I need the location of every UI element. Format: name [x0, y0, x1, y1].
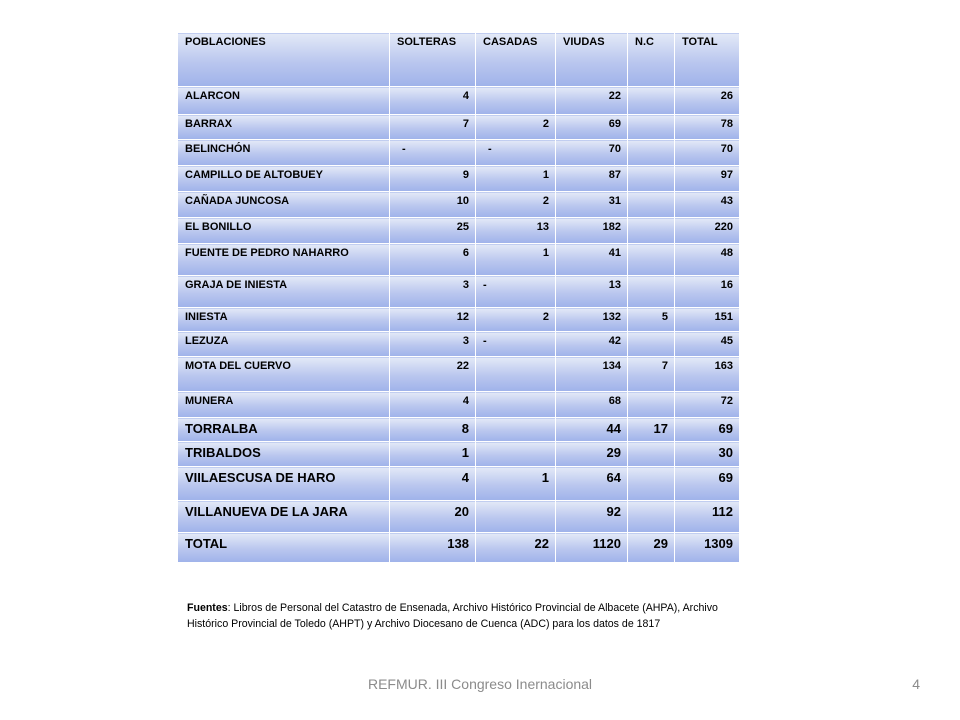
table-cell: 112	[675, 501, 740, 533]
table-cell: 182	[556, 218, 628, 244]
row-label: LEZUZA	[178, 332, 390, 357]
table-cell: 43	[675, 192, 740, 218]
table-cell	[476, 87, 556, 115]
table-cell: 6	[390, 244, 476, 276]
table-cell	[628, 140, 675, 166]
table-cell: 13	[556, 276, 628, 308]
column-header: TOTAL	[675, 33, 740, 87]
table-cell: 1	[390, 442, 476, 467]
table-row	[178, 218, 740, 244]
table-cell: 1	[476, 244, 556, 276]
column-header: VIUDAS	[556, 33, 628, 87]
table-cell	[628, 244, 675, 276]
population-table	[177, 32, 740, 563]
table-row	[178, 357, 740, 392]
sources-label: Fuentes	[187, 602, 228, 614]
row-label: FUENTE DE PEDRO NAHARRO	[178, 244, 390, 276]
column-header: N.C	[628, 33, 675, 87]
table-row	[178, 501, 740, 533]
table-cell: 3	[390, 332, 476, 357]
sources-note	[187, 600, 762, 632]
table-cell: 45	[675, 332, 740, 357]
table-cell: 138	[390, 533, 476, 563]
table-cell: 41	[556, 244, 628, 276]
table-cell: 22	[556, 87, 628, 115]
table-cell	[476, 501, 556, 533]
table-cell: 72	[675, 392, 740, 418]
table-cell: 2	[476, 115, 556, 140]
table-cell: 29	[556, 442, 628, 467]
page-number: 4	[912, 676, 920, 692]
table-row	[178, 308, 740, 332]
table-row	[178, 140, 740, 166]
table-cell	[628, 87, 675, 115]
table-row	[178, 418, 740, 442]
table-cell: 7	[628, 357, 675, 392]
table-cell	[476, 442, 556, 467]
table-row	[178, 166, 740, 192]
table-cell: 4	[390, 467, 476, 501]
table-cell: 97	[675, 166, 740, 192]
table-cell: -	[476, 140, 556, 166]
table-row	[178, 244, 740, 276]
table-cell	[628, 192, 675, 218]
column-header: SOLTERAS	[390, 33, 476, 87]
row-label: MOTA DEL CUERVO	[178, 357, 390, 392]
table-cell	[628, 218, 675, 244]
row-label: BELINCHÓN	[178, 140, 390, 166]
table-cell: 10	[390, 192, 476, 218]
row-label: CAÑADA JUNCOSA	[178, 192, 390, 218]
table-cell	[628, 467, 675, 501]
table-cell: 4	[390, 87, 476, 115]
table-cell: 29	[628, 533, 675, 563]
table-cell: 48	[675, 244, 740, 276]
table-row	[178, 442, 740, 467]
table-cell	[628, 392, 675, 418]
table-cell: -	[476, 332, 556, 357]
table-cell: 134	[556, 357, 628, 392]
table-cell: 5	[628, 308, 675, 332]
table-cell: 69	[556, 115, 628, 140]
table-cell: 31	[556, 192, 628, 218]
table-cell: 132	[556, 308, 628, 332]
row-label: ALARCON	[178, 87, 390, 115]
row-label: INIESTA	[178, 308, 390, 332]
table-header-row	[178, 33, 740, 87]
table-cell	[628, 166, 675, 192]
table-cell: 8	[390, 418, 476, 442]
table-cell: 12	[390, 308, 476, 332]
row-label: GRAJA DE INIESTA	[178, 276, 390, 308]
row-label: BARRAX	[178, 115, 390, 140]
table-cell: 1	[476, 467, 556, 501]
row-label: TORRALBA	[178, 418, 390, 442]
table-cell: 70	[556, 140, 628, 166]
table-cell: 2	[476, 192, 556, 218]
table-cell: 16	[675, 276, 740, 308]
table-cell: 1	[476, 166, 556, 192]
table-cell: 20	[390, 501, 476, 533]
table-row	[178, 332, 740, 357]
table-cell: 22	[390, 357, 476, 392]
sources-text: : Libros de Personal del Catastro de Ensenada, Archivo Histórico Provincial de Albacete (AHPA), Archivo Histórico Provincial de Toledo (AHPT) y Archivo Diocesano de Cuenca (ADC) para los datos de 1817	[187, 602, 718, 630]
table-cell: 42	[556, 332, 628, 357]
table-cell: 9	[390, 166, 476, 192]
table-cell: 3	[390, 276, 476, 308]
column-header: POBLACIONES	[178, 33, 390, 87]
row-label: MUNERA	[178, 392, 390, 418]
column-header: CASADAS	[476, 33, 556, 87]
table-cell: 30	[675, 442, 740, 467]
table-cell: 69	[675, 418, 740, 442]
table-cell: 64	[556, 467, 628, 501]
table-cell	[628, 276, 675, 308]
table-cell: 17	[628, 418, 675, 442]
table-cell: 25	[390, 218, 476, 244]
table-row	[178, 87, 740, 115]
table-cell: 78	[675, 115, 740, 140]
table-cell: 87	[556, 166, 628, 192]
table-cell: 44	[556, 418, 628, 442]
row-label: VIILAESCUSA DE HARO	[178, 467, 390, 501]
table-row	[178, 115, 740, 140]
table-cell: 70	[675, 140, 740, 166]
table-cell: 7	[390, 115, 476, 140]
table-cell: 151	[675, 308, 740, 332]
table-row	[178, 192, 740, 218]
table-cell	[476, 418, 556, 442]
table-cell	[628, 115, 675, 140]
row-label: TRIBALDOS	[178, 442, 390, 467]
table-cell: 22	[476, 533, 556, 563]
row-label: VILLANUEVA DE LA JARA	[178, 501, 390, 533]
table-cell: 26	[675, 87, 740, 115]
table-cell: 2	[476, 308, 556, 332]
table-cell: -	[476, 276, 556, 308]
row-label: CAMPILLO DE ALTOBUEY	[178, 166, 390, 192]
table-cell: 1120	[556, 533, 628, 563]
table-cell: 13	[476, 218, 556, 244]
table-cell	[476, 392, 556, 418]
footer-title: REFMUR. III Congreso Inernacional	[367, 676, 593, 692]
table-cell: 220	[675, 218, 740, 244]
table-row	[178, 392, 740, 418]
table-cell: 68	[556, 392, 628, 418]
table-cell: -	[390, 140, 476, 166]
table-cell	[628, 442, 675, 467]
table-row	[178, 467, 740, 501]
table-cell: 69	[675, 467, 740, 501]
table-cell: 92	[556, 501, 628, 533]
table-cell: 163	[675, 357, 740, 392]
table-cell	[628, 332, 675, 357]
table-total-row	[178, 533, 740, 563]
table-cell: 1309	[675, 533, 740, 563]
table-cell	[476, 357, 556, 392]
row-label: EL BONILLO	[178, 218, 390, 244]
table-cell: 4	[390, 392, 476, 418]
table-cell	[628, 501, 675, 533]
table-row	[178, 276, 740, 308]
row-label: TOTAL	[178, 533, 390, 563]
